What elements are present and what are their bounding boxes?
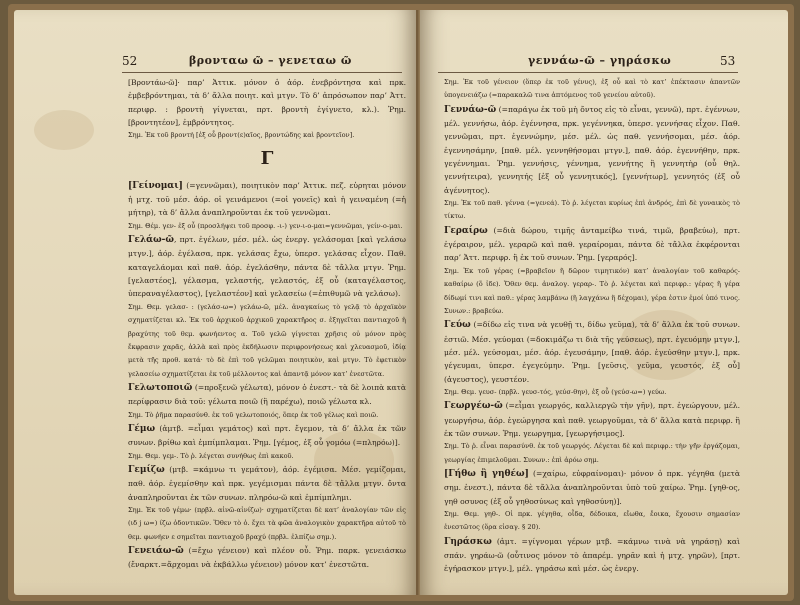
right-page-text [444, 76, 740, 576]
headword: Γεραίρω [444, 225, 488, 236]
entry-georgeo: Γεωργέω-ῶ (=εἶμαι γεωργός, καλλιεργῶ τὴν γῆν), πρτ. ἐγεώργουν, μέλ. γεωργήσω, ἀόρ. ἐγεώργησα καὶ παθ. γεωργοῦμαι, τὰ δ’ ἄλλα κατὰ περιφρ. ἢ ἐκ τῶν συνων. Ῥημ. γεωργημα, [γεωργήσιμος]. [444, 401, 740, 438]
entry-gemizo: Γεμίζω (μτβ. =κάμνω τι γεμάτον), ἀόρ. ἐγέμισα. Μέσ. γεμίζομαι, παθ. ἀόρ. ἐγεμίσθην καὶ πρκ. γεγέμισμαι πάντα δὲ τἄλλα μτγν. ὄντα ἀναπληροῦνται ἐκ τῶν συνων. πληρόω-ῶ καὶ ἐμπίμπλημι. [128, 464, 406, 502]
headword: [Γήθω ἢ γηθέω] [444, 468, 529, 479]
note: Σημ. Θεμ. γελασ- : (γελάσ-ω=) γελάω-ῶ, μέλ. ἀναγκαίως τὸ γελᾷ τὸ ἀρχαϊκὸν σχηματίζεται κλ. Ἐκ τοῦ ἀρχικοῦ ἀρχικοῦ χαρακτῆρος σ. ἐξηγεῖται παντιαχοῦ ἡ βραχύτης τοῦ θεμ. φωνήεντος α. Τοῦ γελῶ γίγνεται χρῆσις οὐ μόνον πρὸς ἔκφρασιν χαρᾶς, ἀλλὰ καὶ πρὸς ἐκδήλωσιν περιφρονήσεως καὶ χλευασμοῦ, ἰδίᾳ μετὰ τῆς προθ. κατά· τὸ δὲ ἐπὶ τοῦ γελῶμαι ποιητικὸν, καὶ μτγν. Τὸ ἐφετικὸν γελασείω σχηματίζεται ἐκ τοῦ μέλλοντος καὶ ἀπαντᾷ μόνον κατ’ ἐνεστῶτα. [128, 302, 406, 378]
note: Σημ. Ἐκ τοῦ γέμω· (πρβλ. αἰνῶ-αἰνίζω)· σχηματίζεται δὲ κατ’ ἀναλογίαν τῶν εἰς (ιδ j ω=) ίζω ὀδοντικῶν. Ὅθεν τὸ ὁ. ἔχει τὰ φῶα ἀναλογικὸν χαρακτῆρα αὐτοῦ τὸ θεμ. φωνήεν ε σημεῖται παντιαχοῦ βραχύ (πρβλ. ἐλπίζω σημ.). [128, 505, 406, 541]
page-number: 53 [720, 54, 736, 68]
header-rule [122, 72, 402, 73]
note: Σημ. Θεμ. γεμ-. Τὸ ῥ. λέγεται συνήθως ἐπὶ κακοῦ. [128, 451, 294, 460]
headword: Γελωτοποιῶ [128, 382, 193, 393]
headword: Γεμίζω [128, 464, 165, 475]
note: Σημ. Ἐκ τοῦ βροντή [ἐξ οὗ βροντ(ε)αῖος, βροντώδης καὶ βροντεῖον]. [128, 131, 355, 140]
note: Σημ. Θεμ. γευσ- (πρβλ. γευσ-τός, γεύσ-θην), ἐξ οὗ (γεύσ-ω=) γεύω. [444, 387, 667, 396]
note: Σημ. Ἐκ τοῦ γέρας (=βραβεῖον ἢ δῶρον τιμητικόν) κατ’ ἀναλογίαν τοῦ καθαρός-καθαίρω (ὅ ἰδε). Ὅθεν θεμ. ἀναλογ. γεραρ-. Τὸ ῥ. λέγεται καὶ περιφρ.: γέρας ἢ γέρα δίδωμί τινι καὶ παθ.: γέρας λαμβάνω (ἢ λαγχάνω ἢ δέχομαι), γέρα ἐστιν ἐμοί ὑπό τινος. Συνων.: βραβεύω. [444, 266, 741, 315]
entry-gelao: Γελάω-ῶ, πρτ. ἐγέλων, μέσ. μέλ. ὡς ἐνεργ. γελάσομαι [καὶ γελάσω μτγν.], ἀόρ. ἐγέλασα, πρκ. γελάσας ἔχω, ὑπερσ. γελάσας εἶχον. Παθ. καταγελάομαι καὶ παθ. ἀόρ. ἐγελάσθην, πάντα δὲ τἄλλα μτγν. Ῥημ. [γελαστέος], γέλασμα, γελαστής, γελαστός, ἐξ οὗ (καταγέλαστος, ὑπεραναγέλαστος), [γελαστέον] καὶ γελασείω (=ἐπιθυμῶ νὰ γελάσω). [128, 235, 406, 299]
entry-gennao: Γεννάω-ῶ (=παράγω ἐκ τοῦ μὴ ὄντος εἰς τὸ εἶναι, γεννῶ), πρτ. ἐγέννων, μέλ. γεννήσω, ἀόρ. ἐγέννησα, πρκ. γεγέννηκα, ὑπερσ. γεννήσας εἶχον. Παθ. γεννῶμαι, πρτ. ἐγεννώμην, μέσ. μέλ. ὡς παθ. γεννήσομαι, μέσ. ἀόρ. ἐγεννησάμην, [παθ. μέλ. γεννηθήσομαι μτγν.], παθ. ἀόρ. ἐγεννήθην, πρκ. γεγέννημαι. Ῥημ. γεννήσις, γέννημα, γεννήτης ἢ γεννητὴρ (οὗ θηλ. γεννήτειρα), γεννητής [ἐξ οὗ γεννητικός], [γεννήτωρ], γεννητός (ἐξ οὗ ἀγέννητος). [444, 104, 740, 195]
book-spread [8, 4, 794, 601]
running-head: βρονταω ῶ – γενεταω ῶ [189, 54, 352, 67]
headword: [Γείνομαι] [128, 180, 183, 191]
entry-geneiao: Γενειάω-ῶ (=ἔχω γένειον) καὶ πλέον οὖ. Ῥημ. παρκ. γενειάσκω (ἔναρκτ.=ἄρχομαι νὰ ἐκβάλλω γένειον) μόνον κατ’ ἐνεστῶτα. [128, 546, 406, 570]
entry-getho: [Γήθω ἢ γηθέω] (=χαίρω, εὐφραίνομαι)· μόνον ὁ πρκ. γέγηθα (μετὰ σημ. ἐνεστ.), πάντα δὲ τἄλλα ἀναπληροῦνται ὑπὸ τοῦ χαίρω. Ῥημ. [γηθ-ος, γηθ οσυνος (ἐξ οὗ γηθοσύνως καὶ γηθοσύνη)]. [444, 468, 740, 506]
text-line: [Βροντάω-ῶ]· παρ’ Ἀττικ. μόνον ὁ ἀόρ. ἐνεβρόντησα καὶ [128, 78, 382, 87]
note: Σημ. Θέμ. γεν- ἐξ οὗ (προσλήψει τοῦ προσφ. -ι-) γεν-ι-ο-μαι=γεννῶμαι, γείν-ο-μαι. [128, 221, 403, 230]
headword: Γηράσκω [444, 536, 492, 547]
headword: Γέμω [128, 423, 156, 434]
note: Σημ. Τὸ ῥ. εἶναι παρασύνθ. ἐκ τοῦ γεωργός. Λέγεται δὲ καὶ περιφρ.: τὴν γῆν ἐργάζομαι, γεωργίας ἐπιμελοῦμαι. Συνων.: ἐπὶ ἀρόω σημ. [444, 442, 740, 464]
text-line: πρκ. ἐμβεβρόντημαι, τὰ δ’ ἄλλα ποιητ. καὶ μτγν. Τὸ δ’ ἀπρόσωπον [128, 78, 406, 101]
right-page [420, 10, 788, 595]
text-line: παρ’ Ἀττ. περιφρ. : βροντὴ γίγνεται, πρτ. βροντὴ ἐγίγνετο, κλ.). [128, 91, 406, 114]
running-head: γεννάω-ῶ – γηράσκω [528, 54, 672, 67]
entry-gerairo: Γεραίρω (=διὰ δώρου, τιμῆς ἀνταμείβω τινά, τιμῶ, βραβεύω), πρτ. ἐγέραιρον, μέλ. γεραρῶ καὶ παθ. γεραίρομαι, πάντα δὲ τἄλλα ἐκφέρονται παρ’ Ἀττ. περιφρ. ἢ ἐκ τοῦ συνων. Ῥημ. [γεραρός]. [444, 225, 740, 263]
headword: Γεύω [444, 320, 471, 331]
section-letter: Γ [260, 147, 274, 169]
paper-stain [34, 110, 94, 150]
header-rule [438, 72, 738, 73]
left-page [14, 10, 416, 595]
page-number: 52 [122, 54, 138, 68]
headword: Γενειάω-ῶ [128, 546, 184, 556]
note: Σημ. Θεμ. γηθ-. Οἱ πρκ. γέγηθα, οἶδα, δέδοικα, εἴωθα, ἔοικα, ἔχουσιν σημασίαν ἐνεστῶτος (ὅρα εἰσαγ. § 20). [444, 510, 740, 532]
headword: Γεννάω-ῶ [444, 104, 497, 115]
headword: Γεωργέω-ῶ [444, 401, 503, 412]
note: Σημ. Ἐκ τοῦ παθ. γέννα (=γενεά). Τὸ ῥ. λέγεται κυρίως ἐπὶ ἀνδρός, ἐπὶ δὲ γυναικὸς τὸ τίκτω. [444, 199, 740, 221]
note: Σημ. Τὸ ῥῆμα παρασύνθ. ἐκ τοῦ γελωτοποιός, ὅπερ ἐκ τοῦ γέλως καὶ ποιῶ. [128, 410, 379, 419]
note: Σημ. Ἐκ τοῦ γένειον (ὅπερ ἐκ τοῦ γένυς), ἐξ οὗ καὶ τὸ κατ’ ἐπέκτασιν ἀπαντῶν ὑπογενειάζω (=παρακαλῶ τινα ἁπτόμενος τοῦ γενείου αὐτοῦ). [444, 78, 740, 100]
text-line: Ῥημ. [βροντητέον], ἐμβρόντητος. [128, 104, 407, 128]
entry-geinomai: [Γείνομαι] (=γεννῶμαι), ποιητικὸν παρ’ Ἀττικ. πεζ. εὑρηται μόνον ἡ μτχ. τοῦ μέσ. ἀόρ. οἱ γεινάμενοι (=οἱ γονεῖς) καὶ ἡ γειναμένη (=ἡ μήτηρ), τὰ δ’ ἄλλα ἀναπληροῦνται ἐκ τοῦ γεννῶμαι. [128, 180, 406, 218]
entry-gemo: Γέμω (ἀμτβ. =εἶμαι γεμάτος) καὶ πρτ. ἔγεμον, τὰ δ’ ἄλλα ἐκ τῶν συνων. βρίθω καὶ ἐμπίμπλαμαι. Ῥημ. [γέμος, ἐξ οὗ γομόω (=πληρόω)]. [128, 423, 406, 448]
entry-geuo: Γεύω (=δίδω εἰς τινα νὰ γευθῇ τι, δίδω γεῦμα), τὰ δ’ ἄλλα ἐκ τοῦ συνων. ἑστιῶ. Μέσ. γεύομαι (=δοκιμάζω τι διὰ τῆς γεύσεως), πρτ. ἐγευόμην μτγν.], μέσ. μέλ. γεύσομαι, μέσ. ἀόρ. ἐγευσάμην, [παθ. ἀόρ. ἐγεύσθην μτγν.], πρκ. γέγευμαι, ὑπερσ. ἐγεγεύμην. Ῥημ. [γεῦσις, γεῦμα, γευστός, ἐξ οὗ] (ἀγευστος), γευστέον. [444, 320, 740, 384]
headword: Γελάω-ῶ [128, 235, 174, 246]
left-page-text [128, 76, 406, 572]
entry-gelotopoio: Γελωτοποιῶ (=προξενῶ γέλωτα), μόνον ὁ ἐνεστ.· τὰ δὲ λοιπὰ κατὰ περίφρασιν διὰ τοῦ: γέλωτα ποιῶ (ἢ παρέχω), ποιῶ γέλωτα κλ. [128, 382, 406, 407]
entry-geraskо: Γηράσκω (ἀμτ. =γίγνομαι γέρων μτβ. =κάμνω τινὰ νὰ γηράσῃ) καὶ σπάν. γηράω-ῶ (οὗτινος μόνον τὸ ἀπαρέμ. γηρᾶν καὶ ἡ μτχ. γηρῶν), [πρτ. ἐγήρασκον μτγν.], μέλ. γηράσω καὶ μέσ. ὡς ἐνεργ. [444, 536, 740, 574]
entry-bronta [128, 76, 406, 129]
